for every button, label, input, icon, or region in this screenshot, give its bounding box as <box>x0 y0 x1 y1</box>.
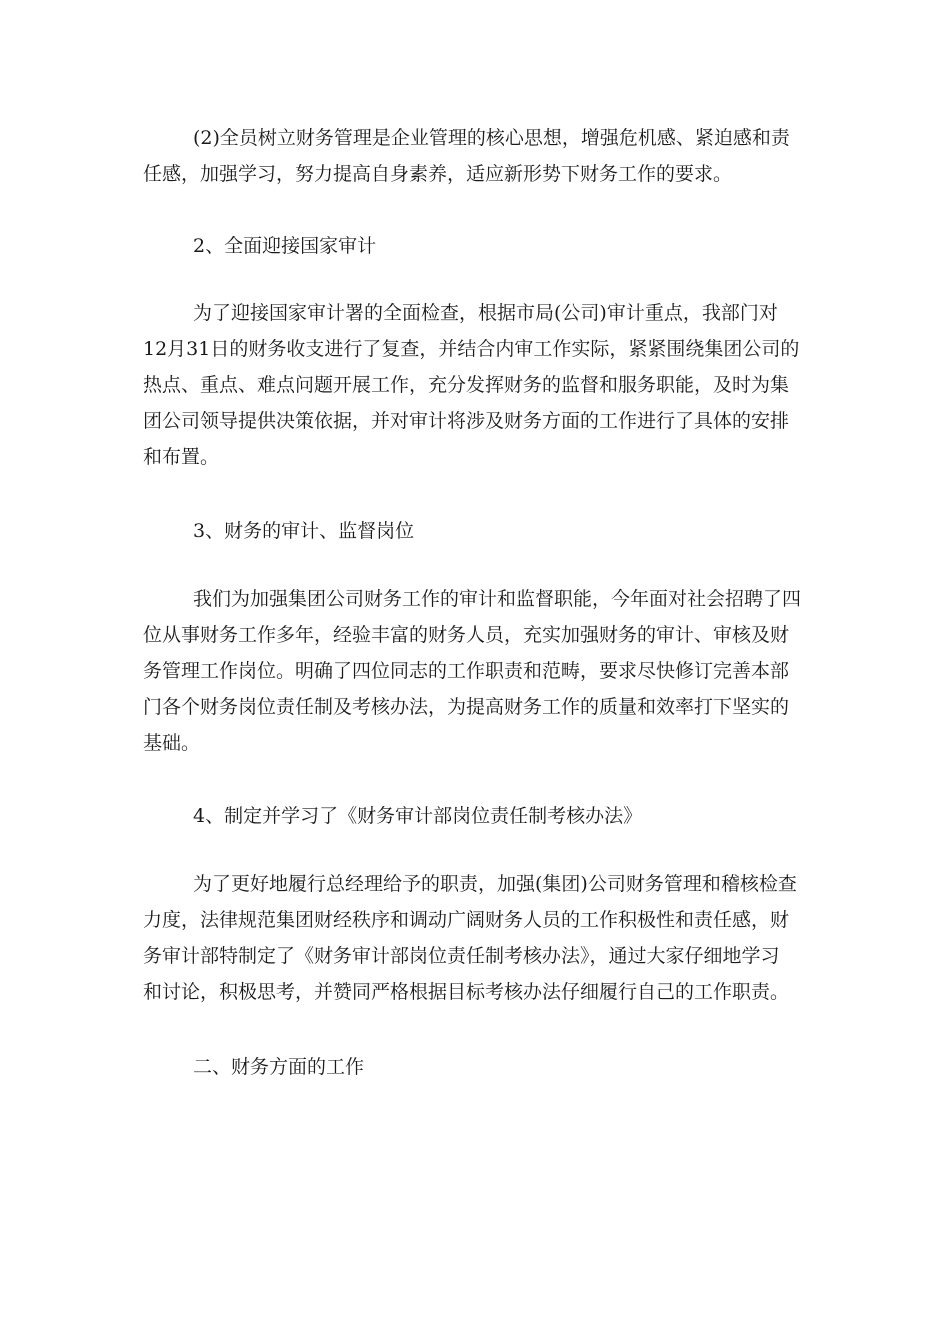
paragraph-line: 团公司领导提供决策依据，并对审计将涉及财务方面的工作进行了具体的安排 <box>143 410 790 432</box>
paragraph-emphasis-on-financial-management <box>143 120 808 192</box>
section-heading-assessment-method: 4、制定并学习了《财务审计部岗位责任制考核办法》 <box>193 805 643 827</box>
paragraph-line: 务管理工作岗位。明确了四位同志的工作职责和范畴，要求尽快修订完善本部 <box>143 660 790 682</box>
paragraph-audit-supervision <box>143 581 808 761</box>
paragraph-line: 我们为加强集团公司财务工作的审计和监督职能，今年面对社会招聘了四 <box>193 588 802 610</box>
section-heading-financial-work: 二、财务方面的工作 <box>193 1056 365 1078</box>
paragraph-line: 和布置。 <box>143 446 220 468</box>
paragraph-line: 任感，加强学习，努力提高自身素养，适应新形势下财务工作的要求。 <box>143 163 733 185</box>
paragraph-national-audit <box>143 295 808 475</box>
section-heading-audit-supervision: 3、财务的审计、监督岗位 <box>193 520 415 542</box>
paragraph-line: 为了迎接国家审计署的全面检查，根据市局(公司)审计重点，我部门对 <box>193 302 778 324</box>
paragraph-line: 和讨论，积极思考，并赞同严格根据目标考核办法仔细履行自己的工作职责。 <box>143 981 790 1003</box>
paragraph-line: 力度，法律规范集团财经秩序和调动广阔财务人员的工作积极性和责任感，财 <box>143 909 790 931</box>
paragraph-line: 位从事财务工作多年，经验丰富的财务人员，充实加强财务的审计、审核及财 <box>143 624 790 646</box>
paragraph-line: (2)全员树立财务管理是企业管理的核心思想，增强危机感、紧迫感和责 <box>193 127 790 149</box>
paragraph-line: 务审计部特制定了《财务审计部岗位责任制考核办法》，通过大家仔细地学习 <box>143 945 780 967</box>
section-heading-national-audit: 2、全面迎接国家审计 <box>193 235 377 257</box>
paragraph-line: 基础。 <box>143 732 201 754</box>
paragraph-line: 12月31日的财务收支进行了复查，并结合内审工作实际，紧紧围绕集团公司的 <box>143 338 800 360</box>
paragraph-line: 门各个财务岗位责任制及考核办法，为提高财务工作的质量和效率打下坚实的 <box>143 696 790 718</box>
paragraph-line: 为了更好地履行总经理给予的职责，加强(集团)公司财务管理和稽核检查 <box>193 873 797 895</box>
paragraph-line: 热点、重点、难点问题开展工作，充分发挥财务的监督和服务职能，及时为集 <box>143 374 790 396</box>
paragraph-assessment-method <box>143 866 808 1010</box>
